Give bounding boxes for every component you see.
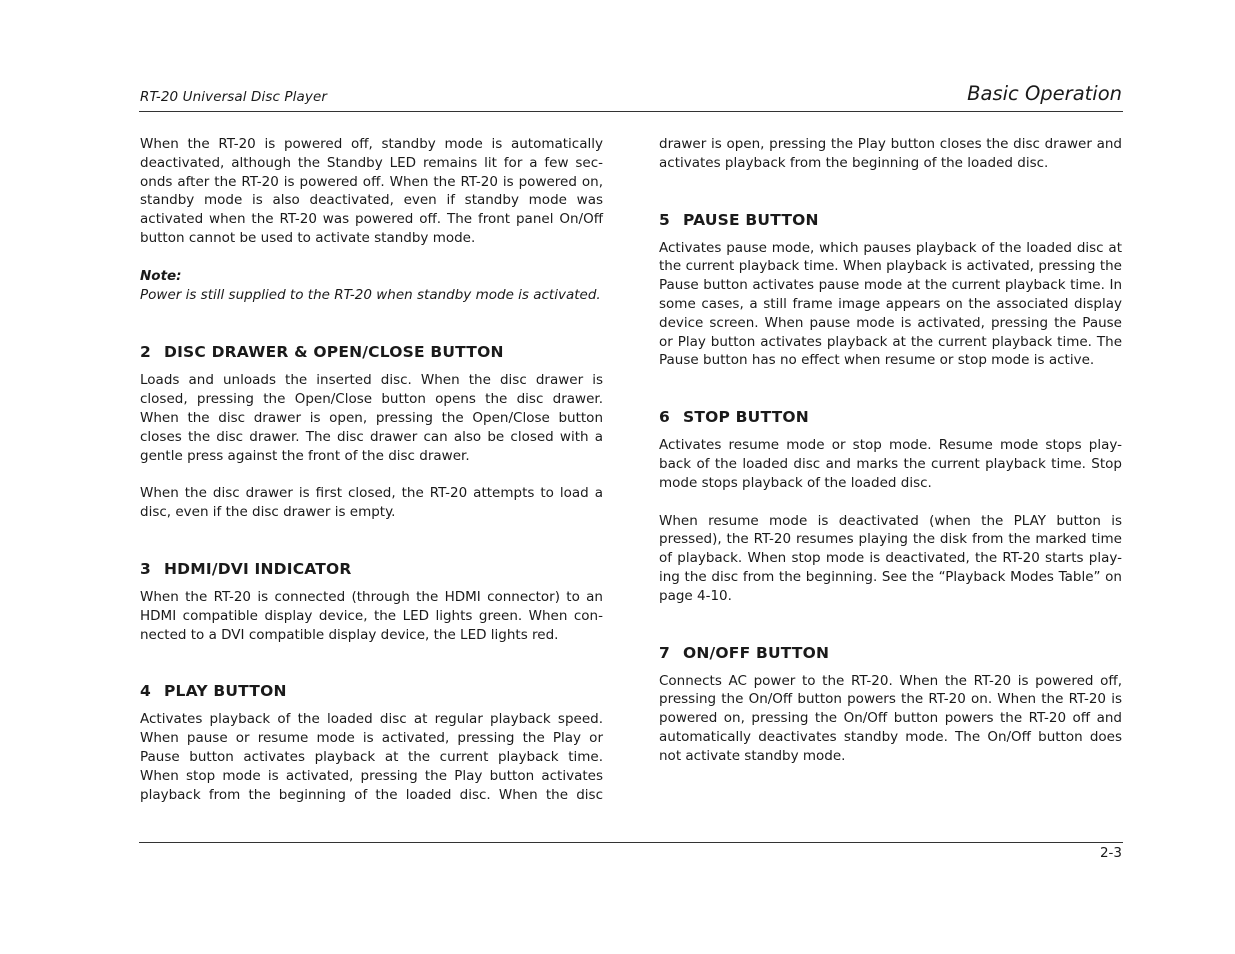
- section-number: 7: [659, 643, 670, 662]
- section-heading-text: DISC DRAWER & OPEN/CLOSE BUTTON: [164, 343, 504, 362]
- section-number: 4: [140, 682, 151, 701]
- disc-drawer-paragraph-2: When the disc drawer is first closed, the RT-20 attempts to load a disc, even if the disc drawer is empty.: [140, 485, 603, 521]
- section-title: Basic Operation: [967, 82, 1122, 105]
- section-heading-disc-drawer: [140, 342, 603, 362]
- play-continuation-paragraph: drawer is open, pressing the Play button closes the disc drawer and activates playback from the beginning of the loaded disc.: [659, 136, 1122, 171]
- right-column: [659, 135, 1122, 785]
- section-heading-pause: [659, 210, 1122, 230]
- section-heading-play: [140, 681, 603, 701]
- section-heading-text: STOP BUTTON: [683, 408, 809, 427]
- footer-rule: [139, 842, 1123, 843]
- stop-paragraph-2: When resume mode is deactivated (when the PLAY button is pressed), the RT-20 resumes playing the disk from the marked time of playback. When stop mode is deactivated, the RT-20 starts play-ing the disc from the beginning. See the “Playback Modes Table” on page 4-10.: [659, 512, 1122, 604]
- section-heading-text: ON/OFF BUTTON: [683, 643, 830, 662]
- section-heading-text: HDMI/DVI INDICATOR: [164, 559, 352, 578]
- page-number: 2-3: [1099, 845, 1122, 861]
- intro-paragraph: When the RT-20 is powered off, standby mode is automatically deactivated, although the Standby LED remains lit for a few sec-onds after the RT-20 is powered off. When the RT-20 is powered on, standby mode is also deactivated, even if standby mode was activated when the RT-20 was powered off. The front panel On/Off button cannot be used to activate standby mode.: [140, 136, 603, 246]
- section-heading-on-off: [659, 643, 1122, 663]
- section-number: 5: [659, 210, 670, 229]
- section-number: 2: [140, 343, 151, 362]
- header-rule: [139, 111, 1123, 112]
- play-paragraph: Activates playback of the loaded disc at regular playback speed. When pause or resume mode is activated, pressing the Play or Pause button activates playback at the current playback time. When stop mode is activated, pressing the Play button activates playback from the beginning of the loaded disc. When the disc: [140, 711, 603, 803]
- note-text: Power is still supplied to the RT-20 when standby mode is activated.: [140, 286, 601, 303]
- stop-paragraph-1: Activates resume mode or stop mode. Resume mode stops play-back of the loaded disc and marks the current playback time. Stop mode stops playback of the loaded disc.: [659, 437, 1122, 491]
- disc-drawer-paragraph-1: Loads and unloads the inserted disc. When the disc drawer is closed, pressing the Open/Close button opens the disc drawer. When the disc drawer is open, pressing the Open/Close button closes the disc drawer. The disc drawer can also be closed with a gentle press against the front of the disc drawer.: [140, 372, 603, 464]
- section-number: 6: [659, 408, 670, 427]
- pause-paragraph: Activates pause mode, which pauses playback of the loaded disc at the current playback time. When playback is activated, pressing the Pause button activates pause mode at the current playback time. In some cases, a still frame image appears on the associated display device screen. When pause mode is activated, pressing the Pause or Play button activates playback at the current playback time. The Pause button has no effect when resume or stop mode is active.: [659, 239, 1122, 369]
- running-header-title: RT-20 Universal Disc Player: [140, 89, 328, 105]
- hdmi-dvi-paragraph: When the RT-20 is connected (through the HDMI connector) to an HDMI compatible display device, the LED lights green. When con-nected to a DVI compatible display device, the LED lights red.: [140, 588, 603, 643]
- section-number: 3: [140, 559, 151, 578]
- section-heading-text: PLAY BUTTON: [164, 682, 287, 701]
- section-heading-text: PAUSE BUTTON: [683, 210, 819, 229]
- on-off-paragraph: Connects AC power to the RT-20. When the RT-20 is powered off, pressing the On/Off button powers the RT-20 on. When the RT-20 is powered on, pressing the On/Off button powers the RT-20 off and automatically deactivates standby mode. The On/Off button does not activate standby mode.: [659, 672, 1122, 764]
- left-column: [140, 135, 603, 804]
- section-heading-stop: [659, 407, 1122, 427]
- section-heading-hdmi-dvi: [140, 559, 603, 579]
- note-label: Note:: [140, 267, 182, 284]
